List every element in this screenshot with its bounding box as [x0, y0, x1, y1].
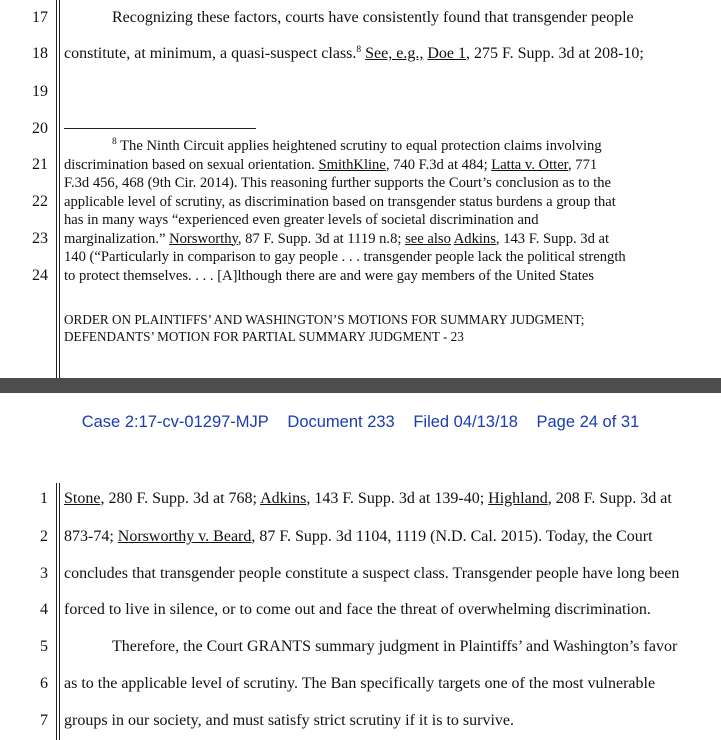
- case-citation: Stone: [64, 490, 101, 507]
- line-number: 19: [32, 83, 48, 100]
- body-line: [112, 8, 634, 28]
- page-footer-line: DEFENDANTS’ MOTION FOR PARTIAL SUMMARY JUDGMENT - 23: [64, 329, 464, 344]
- page-count: Page 24 of 31: [536, 413, 640, 431]
- text-run: The Ninth Circuit applies heightened scrutiny to equal protection claims involving: [116, 138, 602, 154]
- body-line: [64, 44, 644, 64]
- body-line: [64, 674, 655, 694]
- text-run: has in many ways “experienced even greater levels of societal discrimination and: [64, 212, 539, 228]
- case-citation: Adkins: [453, 230, 496, 247]
- body-line: [112, 637, 677, 657]
- footnote-line: [64, 174, 611, 193]
- line-number: 23: [32, 230, 48, 247]
- document-number: Document 233: [287, 413, 395, 431]
- case-citation: Adkins: [260, 490, 307, 507]
- body-line: [64, 527, 653, 547]
- line-number: 24: [32, 267, 48, 284]
- text-run: forced to live in silence, or to come out and face the threat of overwhelming discrimination.: [64, 601, 651, 618]
- case-citation: See, e.g.,: [365, 45, 424, 62]
- body-line: [64, 711, 514, 731]
- line-number: 21: [32, 156, 48, 173]
- body-line: [64, 489, 672, 509]
- left-margin-rule-inner: [59, 0, 60, 378]
- court-order-page-24: [0, 393, 721, 740]
- left-margin-rule-inner: [59, 483, 60, 740]
- case-citation: Doe 1: [427, 45, 466, 62]
- line-number: 4: [40, 601, 48, 618]
- line-number: 20: [32, 120, 48, 137]
- text-run: Recognizing these factors, courts have consistently found that transgender people: [112, 9, 634, 26]
- line-number: 7: [40, 712, 48, 729]
- text-run: 873-74;: [64, 528, 118, 545]
- text-run: Therefore, the Court GRANTS summary judgment in Plaintiffs’ and Washington’s favor: [112, 638, 678, 655]
- line-number: 17: [32, 9, 48, 26]
- body-line: [64, 564, 679, 584]
- line-number: 6: [40, 675, 48, 692]
- case-citation: Highland: [488, 490, 548, 507]
- footnote-line: [112, 137, 602, 156]
- text-run: applicable level of scrutiny, as discrimination based on transgender status burdens a group that: [64, 193, 616, 210]
- text-run: , 87 F. Supp. 3d at 1119 n.8;: [237, 230, 406, 247]
- case-citation: Norsworthy: [169, 230, 238, 247]
- text-run: , 87 F. Supp. 3d 1104, 1119 (N.D. Cal. 2015). Today, the Court: [251, 528, 653, 545]
- page-divider: [0, 378, 721, 393]
- footnote-line: [64, 267, 594, 286]
- line-number: 18: [32, 45, 48, 62]
- case-citation: Latta v. Otter: [491, 156, 568, 173]
- text-run: groups in our society, and must satisfy strict scrutiny if it is to survive.: [64, 712, 515, 729]
- text-run: , 275 F. Supp. 3d at 208-10;: [466, 45, 644, 62]
- footnote-line: [64, 230, 609, 249]
- ecf-case-header: [0, 413, 721, 432]
- text-run: as to the applicable level of scrutiny. The Ban specifically targets one of the most vulnerable: [64, 675, 656, 692]
- text-run: , 208 F. Supp. 3d at: [547, 490, 672, 507]
- text-run: , 143 F. Supp. 3d at: [495, 230, 610, 247]
- footnote-line: [64, 156, 597, 175]
- footnote-marker: 8: [112, 137, 117, 147]
- left-margin-rule: [56, 0, 57, 378]
- text-run: , 771: [567, 156, 598, 173]
- line-number: 2: [40, 528, 48, 545]
- line-number: 22: [32, 193, 48, 210]
- footnote-line: [64, 248, 626, 267]
- text-run: F.3d 456, 468 (9th Cir. 2014). This reasoning further supports the Court’s conclusion as to the: [64, 175, 611, 191]
- case-citation: SmithKline: [318, 156, 386, 173]
- text-run: constitute, at minimum, a quasi-suspect class.: [64, 45, 357, 62]
- text-run: , 143 F. Supp. 3d at 139-40;: [306, 490, 489, 507]
- text-run: discrimination based on sexual orientation.: [64, 156, 319, 173]
- text-run: concludes that transgender people constitute a suspect class. Transgender people have long been: [64, 565, 680, 582]
- text-run: marginalization.”: [64, 230, 170, 247]
- page-footer-line: ORDER ON PLAINTIFFS’ AND WASHINGTON’S MOTIONS FOR SUMMARY JUDGMENT;: [64, 312, 585, 327]
- footnote-line: [64, 211, 539, 230]
- text-run: 140 (“Particularly in comparison to gay people . . . transgender people lack the political strength: [64, 249, 626, 265]
- left-margin-rule: [56, 483, 57, 740]
- footnote-marker: 8: [356, 45, 362, 55]
- line-number: 5: [40, 638, 48, 655]
- text-run: to protect themselves. . . . [A]lthough there are and were gay members of the United States: [64, 267, 595, 284]
- line-number: 1: [40, 490, 48, 507]
- line-number: 3: [40, 565, 48, 582]
- case-citation: see also: [405, 230, 451, 247]
- text-run: , 740 F.3d at 484;: [385, 156, 492, 173]
- body-line: [64, 600, 651, 620]
- footnote-separator: [64, 128, 256, 129]
- case-citation: Norsworthy v. Beard: [117, 528, 252, 545]
- case-number: Case 2:17-cv-01297-MJP: [81, 413, 269, 431]
- text-run: , 280 F. Supp. 3d at 768;: [100, 490, 261, 507]
- footnote-line: [64, 193, 616, 212]
- filed-date: Filed 04/13/18: [413, 413, 518, 431]
